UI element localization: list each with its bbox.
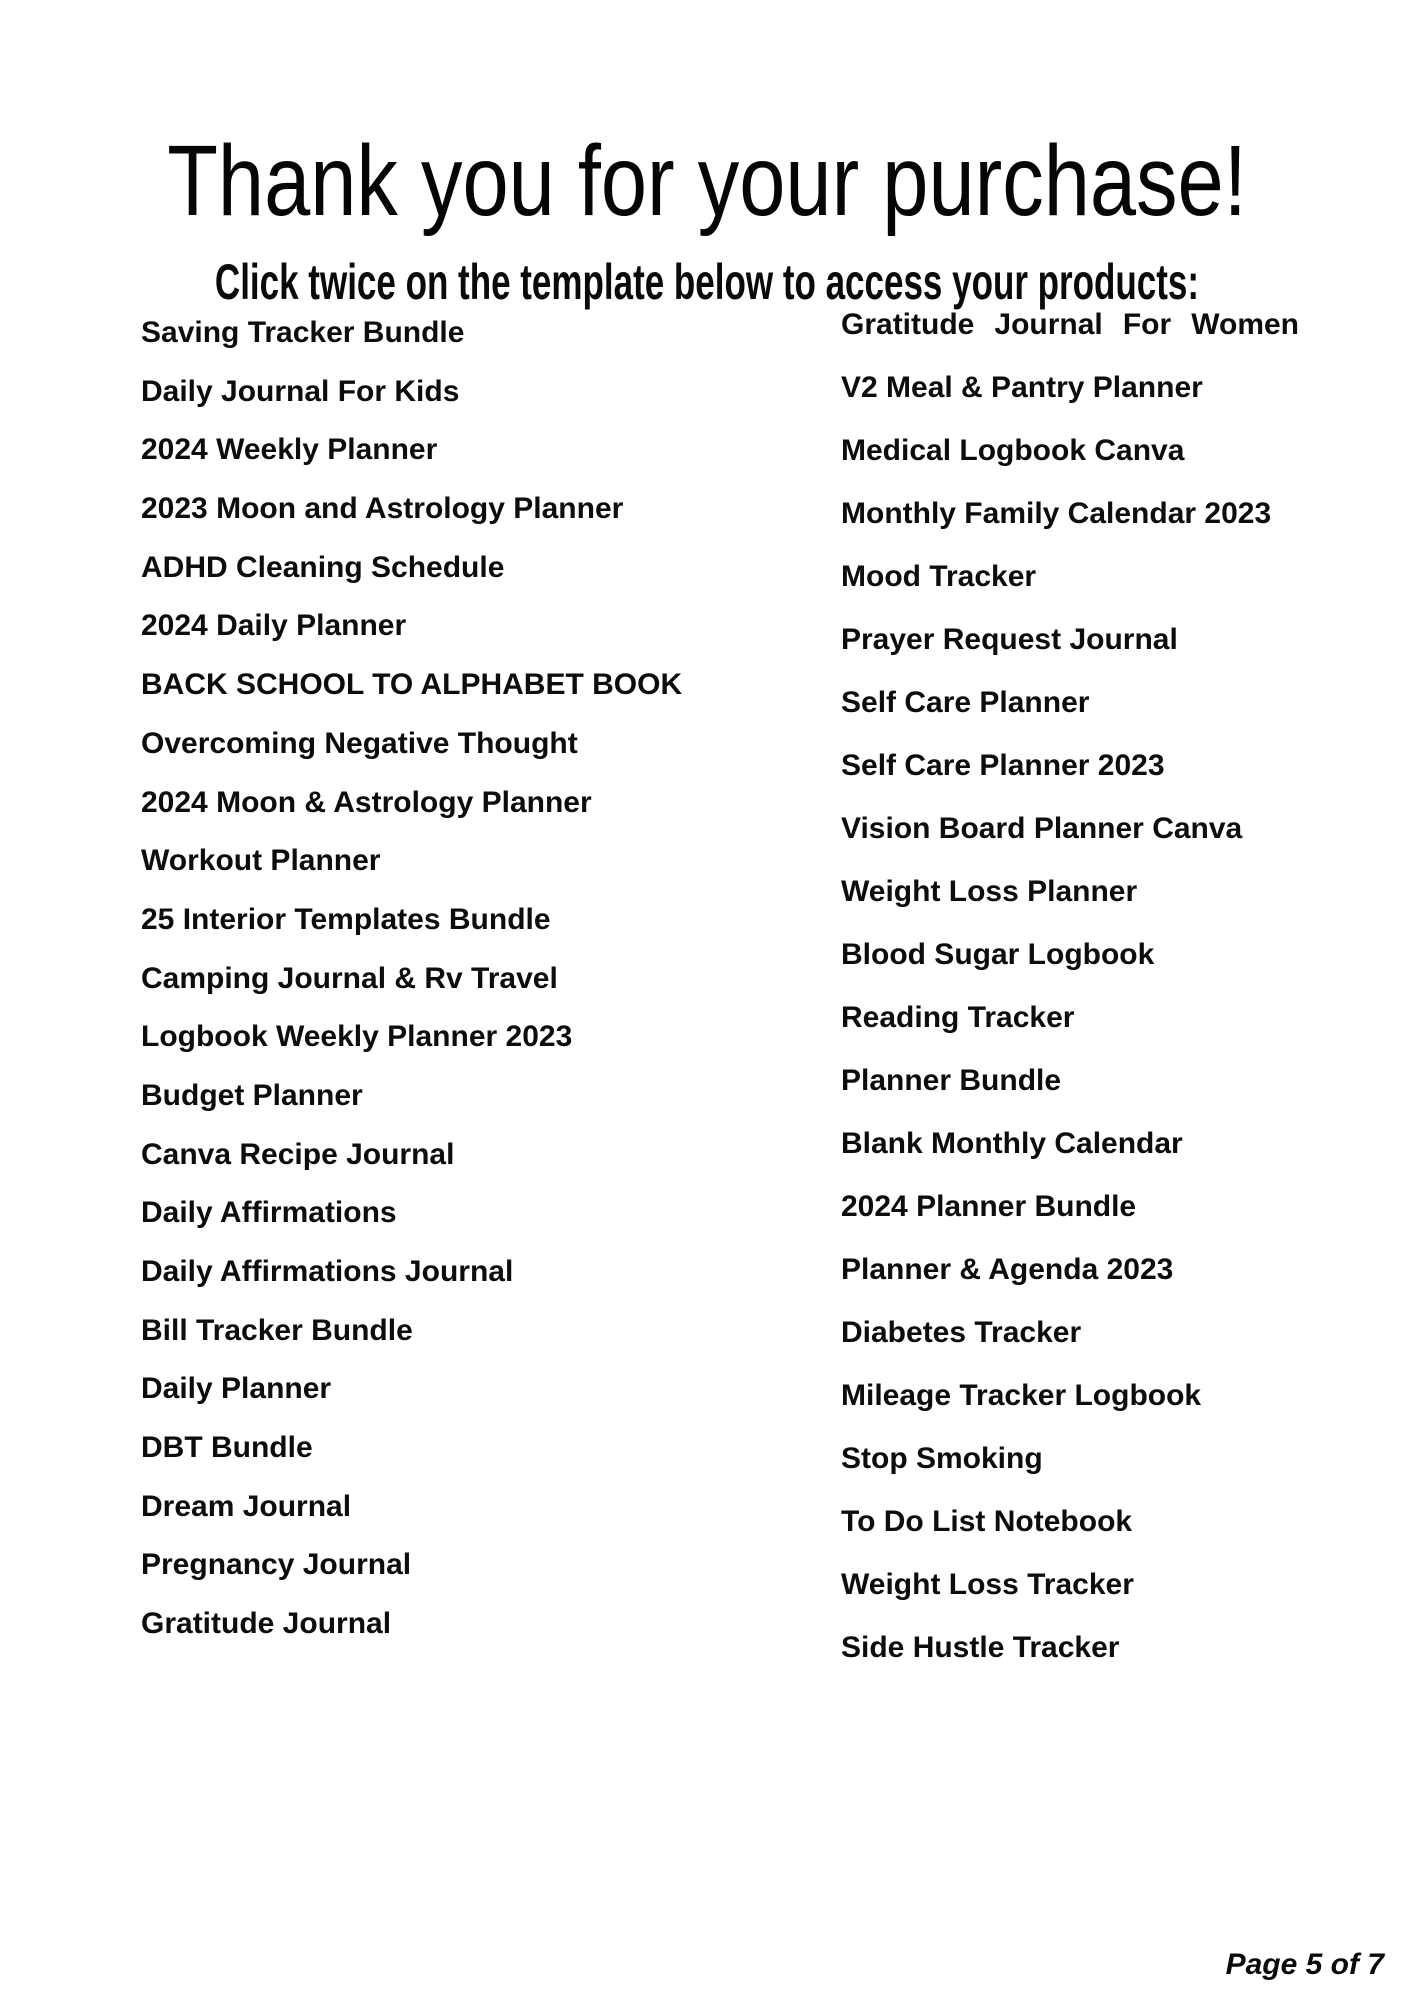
product-link[interactable]: Monthly Family Calendar 2023	[841, 497, 1272, 530]
product-link[interactable]: Blank Monthly Calendar	[841, 1127, 1183, 1160]
product-link[interactable]: ADHD Cleaning Schedule	[141, 550, 505, 584]
product-link[interactable]: Reading Tracker	[841, 1001, 1075, 1034]
product-link[interactable]: Gratitude Journal For Women	[841, 308, 1299, 341]
product-link[interactable]: Weight Loss Planner	[841, 875, 1138, 908]
product-list-right	[841, 307, 1299, 1693]
product-link[interactable]: Gratitude Journal	[141, 1607, 392, 1641]
product-link[interactable]: Canva Recipe Journal	[141, 1137, 455, 1171]
product-link[interactable]: 2024 Weekly Planner	[141, 433, 438, 467]
product-link[interactable]: Daily Planner	[141, 1372, 332, 1406]
product-link[interactable]: 2023 Moon and Astrology Planner	[141, 492, 624, 526]
product-link[interactable]: Budget Planner	[141, 1078, 363, 1112]
product-link[interactable]: DBT Bundle	[141, 1431, 313, 1465]
product-link[interactable]: Saving Tracker Bundle	[141, 316, 465, 349]
product-link[interactable]: Self Care Planner	[841, 686, 1090, 719]
product-link[interactable]: Dream Journal	[141, 1489, 352, 1523]
product-link[interactable]: Planner Bundle	[841, 1064, 1062, 1097]
product-link[interactable]: Mood Tracker	[841, 560, 1037, 593]
product-link[interactable]: Mileage Tracker Logbook	[841, 1379, 1202, 1412]
product-link[interactable]: Bill Tracker Bundle	[141, 1313, 413, 1347]
product-link[interactable]: Daily Affirmations	[141, 1196, 397, 1230]
product-link[interactable]: Pregnancy Journal	[141, 1548, 412, 1582]
product-list-left	[141, 315, 741, 1665]
page-number: Page 5 of 7	[1225, 1948, 1384, 1981]
product-link[interactable]: Stop Smoking	[841, 1442, 1043, 1475]
product-link[interactable]: Weight Loss Tracker	[841, 1568, 1134, 1601]
product-link[interactable]: BACK SCHOOL TO ALPHABET BOOK	[141, 668, 683, 702]
product-link[interactable]: Side Hustle Tracker	[841, 1631, 1120, 1664]
page-title: Thank you for your purchase!	[167, 125, 1247, 237]
product-link[interactable]: Daily Journal For Kids	[141, 374, 460, 408]
page-subtitle: Click twice on the template below to access your products:	[214, 254, 1200, 310]
product-link[interactable]: Daily Affirmations Journal	[141, 1255, 514, 1288]
product-link[interactable]: Prayer Request Journal	[841, 623, 1178, 656]
product-link[interactable]: Blood Sugar Logbook	[841, 938, 1155, 971]
product-link[interactable]: Vision Board Planner Canva	[841, 812, 1243, 845]
product-link[interactable]: Overcoming Negative Thought	[141, 726, 578, 760]
product-link[interactable]: Planner & Agenda 2023	[841, 1253, 1174, 1286]
product-link[interactable]: Diabetes Tracker	[841, 1316, 1082, 1349]
product-link[interactable]: Medical Logbook Canva	[841, 434, 1185, 467]
product-link[interactable]: 2024 Moon & Astrology Planner	[141, 785, 592, 819]
product-link[interactable]: V2 Meal & Pantry Planner	[841, 371, 1203, 404]
product-link[interactable]: Workout Planner	[141, 844, 381, 878]
product-link[interactable]: Camping Journal & Rv Travel	[141, 961, 558, 995]
product-link[interactable]: Self Care Planner 2023	[841, 749, 1165, 782]
product-link[interactable]: 25 Interior Templates Bundle	[141, 902, 551, 936]
product-link[interactable]: 2024 Daily Planner	[141, 609, 407, 643]
product-link[interactable]: Logbook Weekly Planner 2023	[141, 1020, 573, 1054]
product-link[interactable]: To Do List Notebook	[841, 1505, 1133, 1538]
product-link[interactable]: 2024 Planner Bundle	[841, 1190, 1137, 1223]
